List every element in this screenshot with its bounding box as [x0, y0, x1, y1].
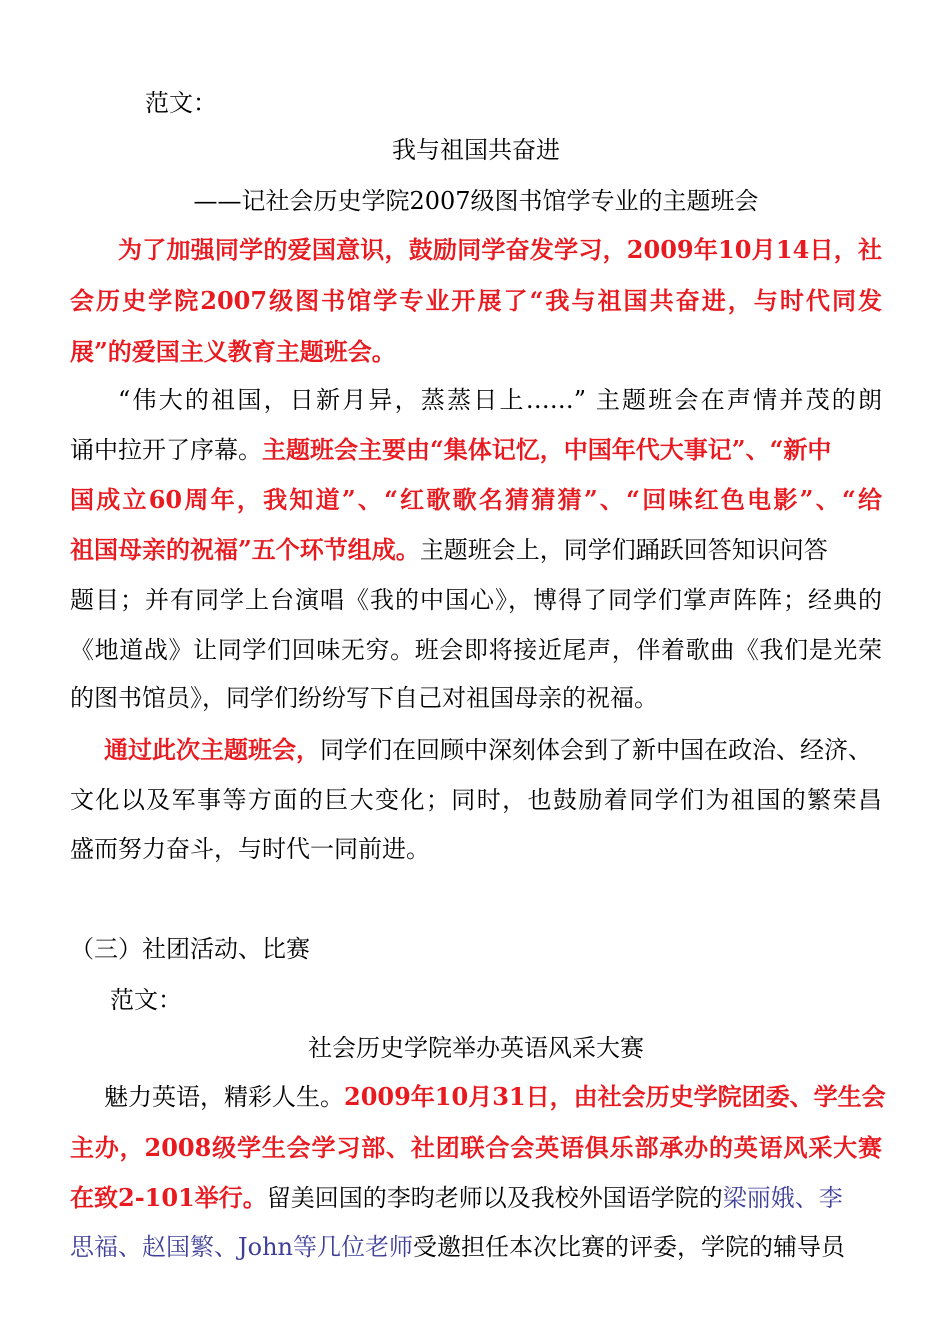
text-highlight-blue: 思福、赵国繁、John等几位老师: [70, 1233, 413, 1261]
text-highlight-red: 通过此次主题班会，: [104, 735, 320, 764]
text-normal: 同学们在回顾中深刻体会到了新中国在政治、经济、: [320, 736, 872, 764]
article-subtitle-1: ——记社会历史学院2007级图书馆学专业的主题班会: [193, 187, 759, 215]
text-highlight-blue: 梁丽娥、李: [722, 1184, 843, 1212]
para-line: [70, 1181, 882, 1215]
para-line: 为了加强同学的爱国意识，鼓励同学奋发学习，2009年10月14日，社: [118, 235, 882, 264]
para-line: 展”的爱国主义教育主题班会。: [70, 337, 396, 366]
para-line: 会历史学院2007级图书馆学专业开展了“我与祖国共奋进，与时代同发: [70, 286, 882, 315]
para-line: [70, 433, 882, 467]
para-line: 盛而努力奋斗，与时代一同前进。: [70, 835, 430, 863]
para-line: 主办，2008级学生会学习部、社团联合会英语俱乐部承办的英语风采大赛: [70, 1133, 882, 1162]
para-line: 的图书馆员》，同学们纷纷写下自己对祖国母亲的祝福。: [70, 684, 658, 712]
text-normal: 受邀担任本次比赛的评委，学院的辅导员: [412, 1233, 845, 1261]
text-normal: 诵中拉开了序幕。: [70, 436, 262, 464]
fanwen-label-2: 范文：: [110, 986, 182, 1014]
para-line: [70, 533, 882, 567]
article-title-1: 我与祖国共奋进: [392, 136, 560, 164]
text-highlight-red: 2009年10月31日，由社会历史学院团委、学生会: [344, 1082, 886, 1111]
para-line: 题目；并有同学上台演唱《我的中国心》，博得了同学们掌声阵阵；经典的: [70, 586, 882, 614]
text-normal: 主题班会上，同学们踊跃回答知识问答: [419, 536, 828, 564]
para-line: [104, 1080, 894, 1114]
para-line: [104, 733, 894, 767]
text-highlight-red: 祖国母亲的祝福”五个环节组成。: [70, 535, 420, 564]
para-line: 《地道战》让同学们回味无穷。班会即将接近尾声，伴着歌曲《我们是光荣: [70, 636, 882, 664]
para-line: 国成立60周年，我知道”、“红歌歌名猜猜猜”、“回味红色电影”、“给: [70, 485, 882, 514]
text-highlight-red: 主题班会主要由“集体记忆，中国年代大事记”、“新中: [262, 435, 832, 464]
para-line: [70, 1230, 882, 1264]
para-line: “伟大的祖国，日新月异，蒸蒸日上……” 主题班会在声情并茂的朗: [118, 386, 882, 414]
text-normal: 魅力英语，精彩人生。: [104, 1083, 344, 1111]
section-heading: （三）社团活动、比赛: [70, 935, 310, 963]
text-normal: 留美回国的李昀老师以及我校外国语学院的: [266, 1184, 723, 1212]
article-title-2: 社会历史学院举办英语风采大赛: [308, 1034, 644, 1062]
text-highlight-red: 在致2-101举行。: [70, 1183, 267, 1212]
para-line: 文化以及军事等方面的巨大变化；同时，也鼓励着同学们为祖国的繁荣昌: [70, 786, 882, 814]
fanwen-label-1: 范文：: [145, 89, 217, 117]
